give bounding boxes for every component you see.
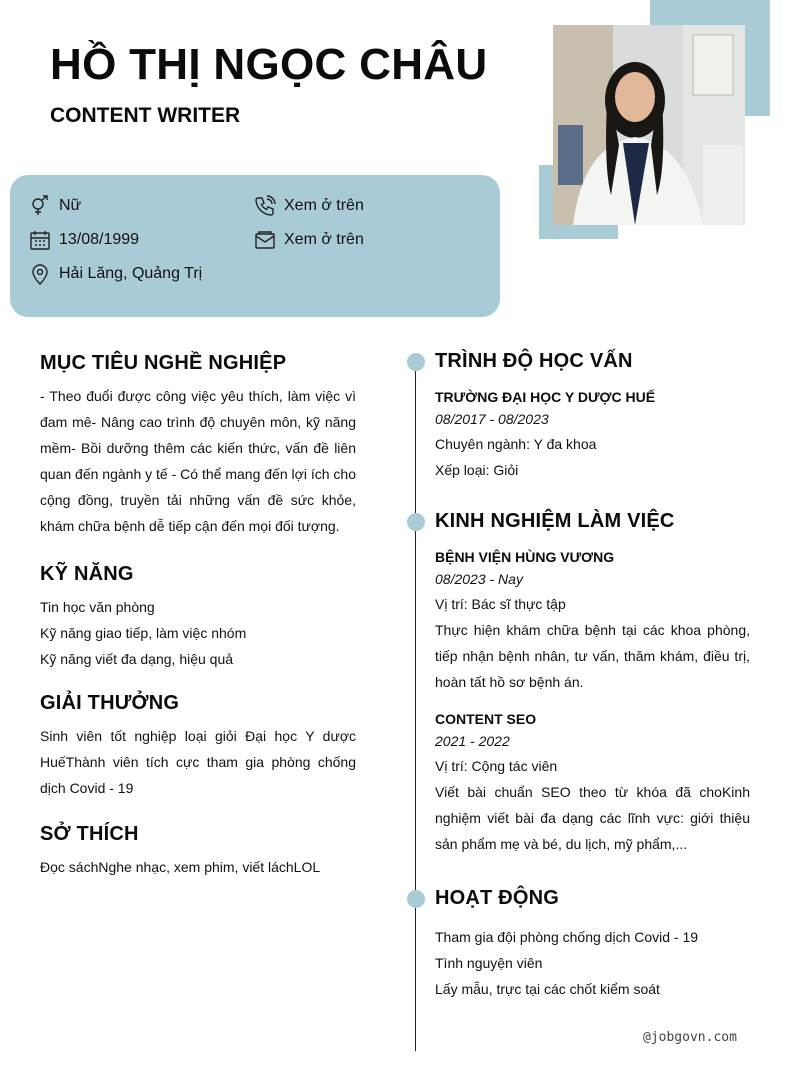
birthday-value: 13/08/1999 (59, 231, 140, 248)
contact-phone (254, 195, 364, 217)
phone-icon (254, 195, 276, 217)
awards-text: Sinh viên tốt nghiệp loại giỏi Đại học Y dược HuếThành viên tích cực tham gia phòng chống dịch Covid - 19 (40, 728, 356, 796)
activity-item: Tham gia đội phòng chống dịch Covid - 19 (435, 929, 699, 945)
skills-title: KỸ NĂNG (40, 563, 134, 585)
activity-item: Lấy mẫu, trực tại các chốt kiểm soát (435, 981, 660, 997)
objective-title: MỤC TIÊU NGHỀ NGHIỆP (40, 352, 287, 374)
left-column (40, 352, 356, 880)
skill-item: Tin học văn phòng (40, 599, 155, 615)
calendar-icon (29, 229, 51, 251)
hobbies-text: Đọc sáchNghe nhạc, xem phim, viết láchLOL (40, 859, 321, 875)
timeline-dot-activities (407, 890, 425, 908)
timeline-dot-experience (407, 513, 425, 531)
job-description: Viết bài chuẩn SEO theo từ khóa đã choKinh nghiệm viết bài đa dạng các lĩnh vực: giới thiệu sản phẩm mẹ và bé, du lịch, mỹ phẩm,... (435, 784, 750, 852)
skill-item: Kỹ năng giao tiếp, làm việc nhóm (40, 625, 247, 641)
contact-address (29, 263, 202, 285)
candidate-name: HỒ THỊ NGỌC CHÂU (50, 40, 488, 89)
job-period: 2021 - 2022 (435, 733, 510, 749)
job-period: 08/2023 - Nay (435, 571, 523, 587)
experience-job (435, 547, 750, 695)
contact-info-box (10, 175, 500, 317)
job-position: Vị trí: Bác sĩ thực tập (435, 596, 566, 612)
contact-birthday (29, 229, 139, 251)
gender-icon (29, 195, 51, 217)
hobbies-title: SỞ THÍCH (40, 823, 139, 845)
footer-watermark: @jobgovn.com (643, 1030, 737, 1045)
activities-title: HOẠT ĐỘNG (435, 887, 560, 909)
activity-item: Tình nguyện viên (435, 955, 543, 971)
mail-icon (254, 229, 276, 251)
objective-text: - Theo đuổi được công việc yêu thích, làm việc vì đam mê- Nâng cao trình độ chuyên môn, kỹ năng mềm- Bồi dưỡng thêm các kiến thức, vấn đề liên quan đến ngành y tế - Có thể mang đến lợi ích cho cộng đồng, truyền tải những vấn đề sức khỏe, khám chữa bệnh dễ tiếp cận đến mọi đối tượng. (40, 388, 356, 534)
awards-title: GIẢI THƯỞNG (40, 692, 180, 714)
job-org: CONTENT SEO (435, 711, 537, 727)
profile-photo (553, 25, 745, 225)
timeline-line (415, 360, 416, 1051)
email-value: Xem ở trên (284, 231, 364, 248)
location-pin-icon (29, 263, 51, 285)
education-period: 08/2017 - 08/2023 (435, 411, 549, 427)
job-description: Thực hiện khám chữa bệnh tại các khoa phòng, tiếp nhận bệnh nhân, tư vấn, thăm khám, điều trị, hoàn tất hồ sơ bệnh án. (435, 622, 750, 690)
phone-value: Xem ở trên (284, 197, 364, 214)
experience-section (435, 510, 750, 857)
candidate-role: CONTENT WRITER (50, 104, 241, 127)
education-school: TRƯỜNG ĐẠI HỌC Y DƯỢC HUẾ (435, 389, 656, 405)
skills-list (40, 594, 356, 672)
experience-job (435, 709, 750, 857)
timeline-dot-education (407, 353, 425, 371)
address-value: Hải Lăng, Quảng Trị (59, 265, 203, 282)
contact-gender (29, 195, 81, 217)
activities-list (435, 924, 750, 1002)
job-org: BỆNH VIỆN HÙNG VƯƠNG (435, 549, 615, 565)
activities-section (435, 887, 750, 1002)
education-section (435, 350, 750, 483)
contact-email (254, 229, 364, 251)
education-major: Chuyên ngành: Y đa khoa (435, 436, 597, 452)
experience-title: KINH NGHIỆM LÀM VIỆC (435, 510, 675, 532)
job-position: Vị trí: Cộng tác viên (435, 758, 558, 774)
education-title: TRÌNH ĐỘ HỌC VẤN (435, 350, 633, 372)
gender-value: Nữ (59, 197, 82, 214)
education-grade: Xếp loại: Giỏi (435, 462, 519, 478)
skill-item: Kỹ năng viết đa dạng, hiệu quả (40, 651, 234, 667)
